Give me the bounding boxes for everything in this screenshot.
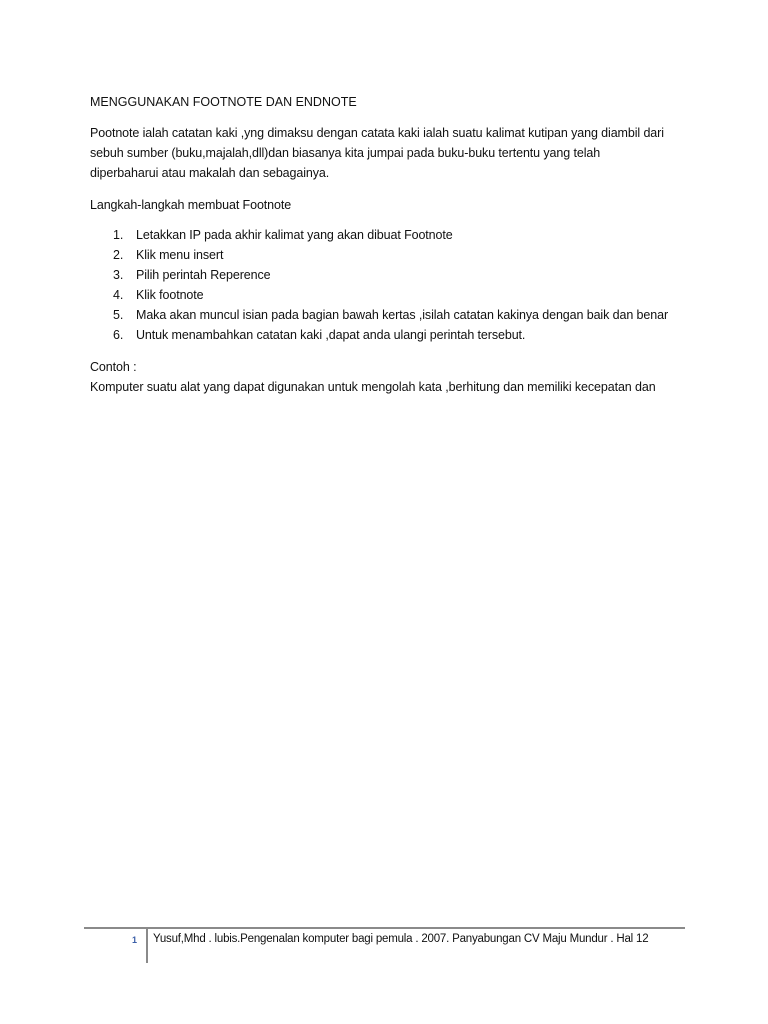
list-item [90, 285, 670, 305]
steps-list [90, 225, 670, 345]
list-item-text: Maka akan muncul isian pada bagian bawah kertas ,isilah catatan kakinya dengan baik dan benar [136, 308, 669, 322]
list-item-text: Untuk menambahkan catatan kaki ,dapat anda ulangi perintah tersebut. [136, 328, 526, 342]
steps-heading: Langkah-langkah membuat Footnote [90, 198, 292, 212]
document-body [90, 92, 670, 397]
list-item-number: 1. [113, 228, 124, 242]
list-item-text: Pilih perintah Reperence [136, 268, 271, 282]
intro-paragraph: Pootnote ialah catatan kaki ,yng dimaksu dengan catata kaki ialah suatu kalimat kutipan yang diambil dari sebuh sumber (buku,majalah,dll)dan biasanya kita jumpai pada buku-buku tertentu yang telah diperbaharui atau makalah dan sebagainya. [90, 126, 664, 180]
example-label: Contoh : [90, 360, 137, 374]
page-number: 1 [132, 935, 138, 945]
list-item [90, 305, 670, 325]
list-item-number: 4. [113, 288, 124, 302]
list-item-text: Klik footnote [136, 288, 204, 302]
list-item-number: 2. [113, 248, 124, 262]
footer-divider [146, 929, 148, 963]
list-item [90, 225, 670, 245]
list-item-text: Klik menu insert [136, 248, 224, 262]
list-item-text: Letakkan IP pada akhir kalimat yang akan dibuat Footnote [136, 228, 453, 242]
list-item [90, 325, 670, 345]
list-item [90, 245, 670, 265]
list-item-number: 3. [113, 268, 124, 282]
list-item-number: 6. [113, 328, 124, 342]
list-item [90, 265, 670, 285]
footer-citation: Yusuf,Mhd . lubis.Pengenalan komputer bagi pemula . 2007. Panyabungan CV Maju Mundur . Hal 12 [153, 933, 649, 945]
list-item-number: 5. [113, 308, 124, 322]
document-title: MENGGUNAKAN FOOTNOTE DAN ENDNOTE [90, 95, 357, 109]
footer-rule [84, 927, 685, 929]
page-footer [84, 927, 685, 963]
example-paragraph: Komputer suatu alat yang dapat digunakan untuk mengolah kata ,berhitung dan memiliki kecepatan dan [90, 380, 656, 394]
